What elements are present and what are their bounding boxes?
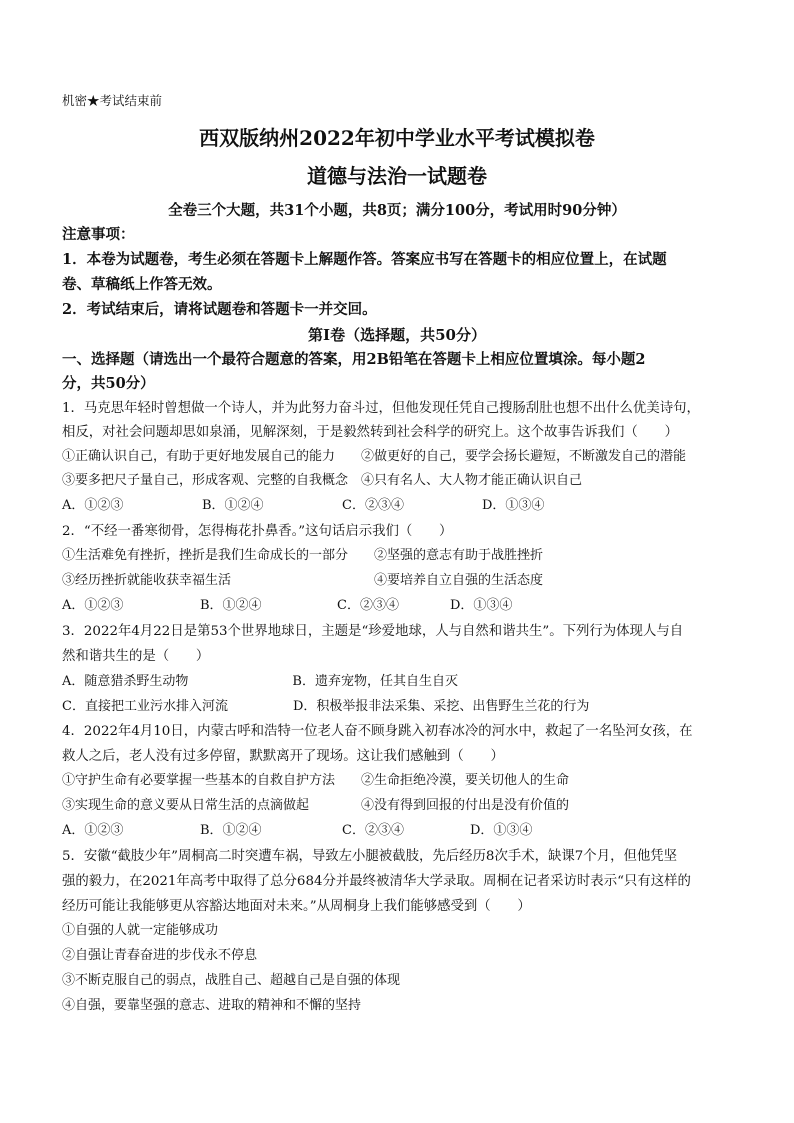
question-2-stem: 2．“不经一番寒彻骨，怎得梅花扑鼻香。”这句话启示我们（ ） [62, 524, 453, 539]
question-5-stem: 5．安徽“截肢少年”周桐高二时突遭车祸，导致左小腿被截肢，先后经历8次手术，缺课7个月，但他凭坚 [62, 849, 678, 864]
question-4-stem: 4．2022年4月10日，内蒙古呼和浩特一位老人奋不顾身跳入初春冰冷的河水中，救起了一名坠河女孩，在 [62, 724, 693, 739]
question-4-choices [62, 822, 662, 840]
choice-a[interactable]: A．①②③ [62, 823, 124, 838]
question-5-statement-3: ③不断克服自己的弱点，战胜自己、超越自己是自强的体现 [62, 973, 401, 988]
question-2-statements-b: ③经历挫折就能收获幸福生活 ④要培养自立自强的生活态度 [62, 573, 544, 588]
choice-d[interactable]: D．①③④ [482, 498, 545, 513]
choice-a[interactable]: A．①②③ [62, 498, 124, 513]
exam-title: 西双版纳州2022年初中学业水平考试模拟卷 [199, 126, 595, 150]
choice-c[interactable]: C．②③④ [342, 498, 404, 513]
notes-item-2: 2．考试结束后，请将试题卷和答题卡一并交回。 [62, 301, 377, 318]
question-2-statements-a: ①生活难免有挫折，挫折是我们生命成长的一部分 ②坚强的意志有助于战胜挫折 [62, 548, 544, 563]
notes-item-1-cont: 卷、草稿纸上作答无效。 [62, 276, 222, 293]
notes-heading: 注意事项： [62, 226, 135, 243]
question-5-statement-1: ①自强的人就一定能够成功 [62, 923, 219, 938]
question-5-statement-4: ④自强，要靠坚强的意志、进取的精神和不懈的坚持 [62, 998, 362, 1013]
choice-a[interactable]: A．①②③ [62, 598, 124, 613]
question-3-stem-cont: 然和谐共生的是（ ） [62, 649, 210, 664]
question-3-options-cd[interactable]: C．直接把工业污水排入河流 D．积极举报非法采集、采挖、出售野生兰花的行为 [62, 699, 590, 714]
notes-item-1: 1．本卷为试题卷，考生必须在答题卡上解题作答。答案应书写在答题卡的相应位置上，在试题 [62, 251, 667, 268]
question-1-stem-cont: 相反，对社会问题却思如泉涌，见解深刻，于是毅然转到社会科学的研究上。这个故事告诉我们（ ） [62, 425, 678, 440]
question-3-stem: 3．2022年4月22日是第53个世界地球日，主题是“珍爱地球，人与自然和谐共生”。下列行为体现人与自 [62, 624, 684, 639]
question-4-statements-a: ①守护生命有必要掌握一些基本的自救自护方法 ②生命拒绝冷漠，要关切他人的生命 [62, 773, 570, 788]
choice-d[interactable]: D．①③④ [450, 598, 513, 613]
exam-subtitle: 道德与法治一试题卷 [307, 164, 487, 188]
section-instruction: 一、选择题（请选出一个最符合题意的答案，用2B铅笔在答题卡上相应位置填涂。每小题2 [62, 351, 646, 368]
choice-b[interactable]: B．①②④ [200, 598, 262, 613]
question-1-statements-a: ①正确认识自己，有助于更好地发展自己的能力 ②做更好的自己，要学会扬长避短，不断激发自己的潜能 [62, 449, 687, 464]
question-1-stem: 1．马克思年轻时曾想做一个诗人，并为此努力奋斗过，但他发现任凭自己搜肠刮肚也想不出什么优美诗句， [62, 401, 700, 416]
choice-d[interactable]: D．①③④ [470, 823, 533, 838]
question-5-stem-cont-2: 经历可能让我能够更从容豁达地面对未来。”从周桐身上我们能够感受到（ ） [62, 899, 531, 914]
choice-c[interactable]: C．②③④ [337, 598, 399, 613]
choice-b[interactable]: B．①②④ [202, 498, 264, 513]
question-3-options-ab[interactable]: A．随意猎杀野生动物 B．遗弃宠物，任其自生自灭 [62, 674, 458, 689]
choice-b[interactable]: B．①②④ [200, 823, 262, 838]
question-2-choices [62, 597, 662, 615]
exam-summary: 全卷三个大题，共31个小题，共8页；满分100分，考试用时90分钟） [168, 202, 626, 219]
part1-title: 第Ⅰ卷（选择题，共50分） [308, 326, 486, 344]
question-4-stem-cont: 救人之后，老人没有过多停留，默默离开了现场。这让我们感触到（ ） [62, 749, 504, 764]
question-5-statement-2: ②自强让青春奋进的步伐永不停息 [62, 948, 258, 963]
confidential-label: 机密★考试结束前 [62, 93, 163, 108]
choice-c[interactable]: C．②③④ [342, 823, 404, 838]
question-1-statements-b: ③要多把尺子量自己，形成客观、完整的自我概念 ④只有名人、大人物才能正确认识自己 [62, 473, 583, 488]
question-5-stem-cont: 强的毅力，在2021年高考中取得了总分684分并最终被清华大学录取。周桐在记者采访时表示“只有这样的 [62, 874, 691, 889]
question-4-statements-b: ③实现生命的意义要从日常生活的点滴做起 ④没有得到回报的付出是没有价值的 [62, 798, 570, 813]
section-instruction-cont: 分，共50分） [62, 375, 155, 392]
question-1-choices [62, 497, 662, 515]
